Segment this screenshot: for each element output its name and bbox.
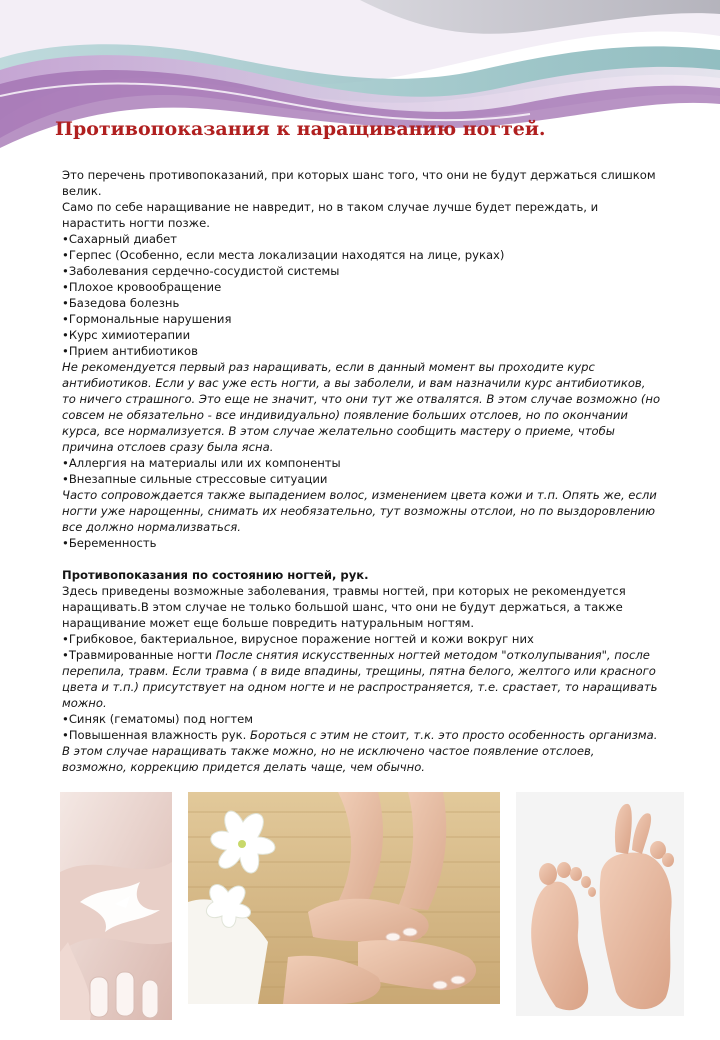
content-section <box>62 167 662 775</box>
list-item: •Синяк (гематомы) под ногтем <box>62 712 254 726</box>
list-item-label: •Повышенная влажность рук. <box>62 728 251 742</box>
list-item-note: Бороться с этим не стоит, т.к. это просто особенность организма. В этом случае наращивать также можно, но не исключено частое появление отслоев, возможно, коррекцию придется делать чаще, чем обычно. <box>62 728 658 774</box>
list-item: •Заболевания сердечно-сосудистой системы <box>62 264 340 278</box>
note-paragraph: Не рекомендуется первый раз наращивать, если в данный момент вы проходите курс антибиотиков. Если у вас уже есть ногти, а вы заболели, и вам назначили курс антибиотиков, то ничего страшного. Это еще не значит, что они тут же отвалятся. В этом случае возможно (но совсем не обязательно - все индивидуально) появление больших отслоев, но по окончании курса, все нормализуется. В этом случае желательно сообщить мастеру о приеме, чтобы причина отслоев сразу была ясна. <box>62 360 661 454</box>
intro-paragraph: Это перечень противопоказаний, при которых шанс того, что они не будут держаться слишком велик. <box>62 168 656 198</box>
page-title: Противопоказания к наращиванию ногтей. <box>55 118 546 140</box>
list-item-note: После снятия искусственных ногтей методом "отколупывания", после перепила, травм. Если травма ( в виде впадины, трещины, пятна белого, желтого или красного цвета и т.п.) присутствует на одном ногте и не распространяется, т.е. срастает, то наращивать можно. <box>62 648 658 710</box>
list-item-label: •Травмированные ногти <box>62 648 216 662</box>
list-item <box>62 647 662 711</box>
note-paragraph: Часто сопровождается также выпадением волос, изменением цвета кожи и т.п. Опять же, если ногти уже нарощенны, снимать их необязательно, тут возможны отслои, но по выздоровлению все должно нормализваться. <box>62 488 657 534</box>
list-item: •Внезапные сильные стрессовые ситуации <box>62 472 328 486</box>
list-item: •Беременность <box>62 536 157 550</box>
list-item: •Гормональные нарушения <box>62 312 232 326</box>
list-item <box>62 727 662 775</box>
list-item: •Прием антибиотиков <box>62 344 198 358</box>
list-item: •Аллергия на материалы или их компоненты <box>62 456 341 470</box>
hands-and-feet-with-white-lily-icon <box>188 792 500 1004</box>
manicure-nails-with-white-dove-icon <box>60 792 172 1020</box>
feet-soles-icon <box>516 792 684 1016</box>
list-item: •Курс химиотерапии <box>62 328 191 342</box>
list-item: •Базедова болезнь <box>62 296 180 310</box>
intro-paragraph: Здесь приведены возможные заболевания, травмы ногтей, при которых не рекомендуется наращивать.В этом случае не только большой шанс, что они не будут держаться, а также наращивание может еще больше повредить натуральным ногтям. <box>62 584 626 630</box>
list-item: •Грибковое, бактериальное, вирусное поражение ногтей и кожи вокруг них <box>62 632 534 646</box>
list-item: •Герпес (Особенно, если места локализации находятся на лице, руках) <box>62 248 505 262</box>
intro-paragraph: Само по себе наращивание не навредит, но в таком случае лучше будет переждать, и нарастить ногти позже. <box>62 200 599 230</box>
list-item: •Плохое кровообращение <box>62 280 222 294</box>
spacer <box>62 551 662 567</box>
list-item: •Сахарный диабет <box>62 232 178 246</box>
section-subtitle: Противопоказания по состоянию ногтей, рук. <box>62 568 369 582</box>
